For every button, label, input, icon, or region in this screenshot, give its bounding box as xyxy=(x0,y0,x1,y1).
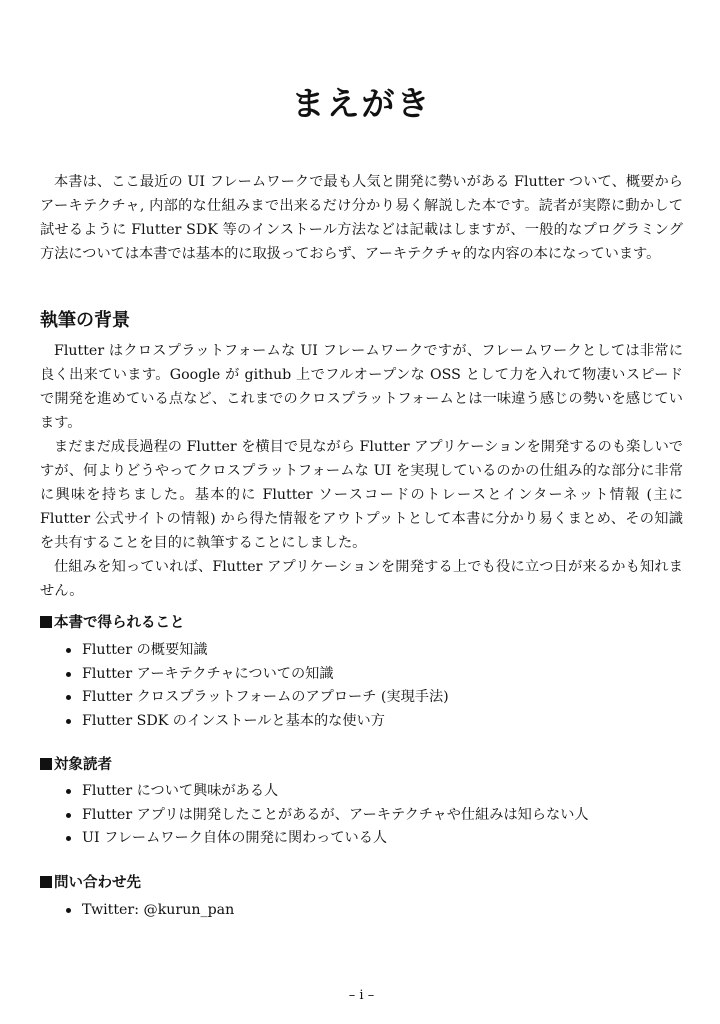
background-paragraph-2: まだまだ成長過程の Flutter を横目で見ながら Flutter アプリケーションを開発するのも楽しいですが、何よりどうやってクロスプラットフォームな UI を実現しているのかの仕組み的な部分に非常に興味を持ちました。基本的に Flutter ソースコードのトレースとインターネット情報 (主に Flutter 公式サイトの情報) から得た情報をアウトプットとして本書に分かり易くまとめ、その知識を共有することを目的に執筆することにしました。 xyxy=(40,439,683,551)
bullet-icon xyxy=(66,813,71,818)
list-item: Flutter の概要知識 xyxy=(64,639,449,663)
background-section xyxy=(40,339,683,603)
list-item: Flutter について興味がある人 xyxy=(64,780,589,804)
contact-heading xyxy=(40,871,141,892)
gains-list xyxy=(64,639,449,733)
bullet-icon xyxy=(66,908,71,913)
gains-heading-text: 本書で得られること xyxy=(54,615,185,631)
black-square-icon xyxy=(40,616,52,628)
list-item: Flutter クロスプラットフォームのアプローチ (実現手法) xyxy=(64,686,449,710)
bullet-icon xyxy=(66,648,71,653)
background-paragraph-3: 仕組みを知っていれば、Flutter アプリケーションを開発する上でも役に立つ日が来るかも知れません。 xyxy=(40,559,683,599)
contact-list xyxy=(64,899,234,923)
list-item: Flutter アーキテクチャについての知識 xyxy=(64,663,449,687)
bullet-icon xyxy=(66,789,71,794)
page-title: まえがき xyxy=(291,84,432,123)
page-number: – i – xyxy=(348,988,375,1003)
bullet-icon xyxy=(66,695,71,700)
list-item: Flutter アプリは開発したことがあるが、アーキテクチャや仕組みは知らない人 xyxy=(64,804,589,828)
audience-list xyxy=(64,780,589,851)
list-item: Flutter SDK のインストールと基本的な使い方 xyxy=(64,710,449,734)
black-square-icon xyxy=(40,758,52,770)
background-heading: 執筆の背景 xyxy=(40,310,130,331)
list-item: UI フレームワーク自体の開発に関わっている人 xyxy=(64,827,589,851)
bullet-icon xyxy=(66,719,71,724)
intro-paragraph: 本書は、ここ最近の UI フレームワークで最も人気と開発に勢いがある Flutter ついて、概要からアーキテクチャ, 内部的な仕組みまで出来るだけ分かり易く解説した本です。読者が実際に動かして試せるように Flutter SDK 等のインストール方法などは記載はしますが、一般的なプログラミング方法については本書では基本的に取扱っておらず、アーキテクチャ的な内容の本になっています。 xyxy=(40,174,683,262)
list-item: Twitter: @kurun_pan xyxy=(64,899,234,923)
audience-heading xyxy=(40,753,112,774)
bullet-icon xyxy=(66,836,71,841)
bullet-icon xyxy=(66,672,71,677)
black-square-icon xyxy=(40,876,52,888)
background-paragraph-1: Flutter はクロスプラットフォームな UI フレームワークですが、フレームワークとしては非常に良く出来ています。Google が github 上でフルオープンな OSS として力を入れて物凄いスピードで開発を進めている点など、これまでのクロスプラットフォームとは一味違う感じの勢いを感じています。 xyxy=(40,343,683,431)
gains-heading xyxy=(40,611,185,632)
audience-heading-text: 対象読者 xyxy=(54,757,112,773)
contact-heading-text: 問い合わせ先 xyxy=(54,875,141,891)
